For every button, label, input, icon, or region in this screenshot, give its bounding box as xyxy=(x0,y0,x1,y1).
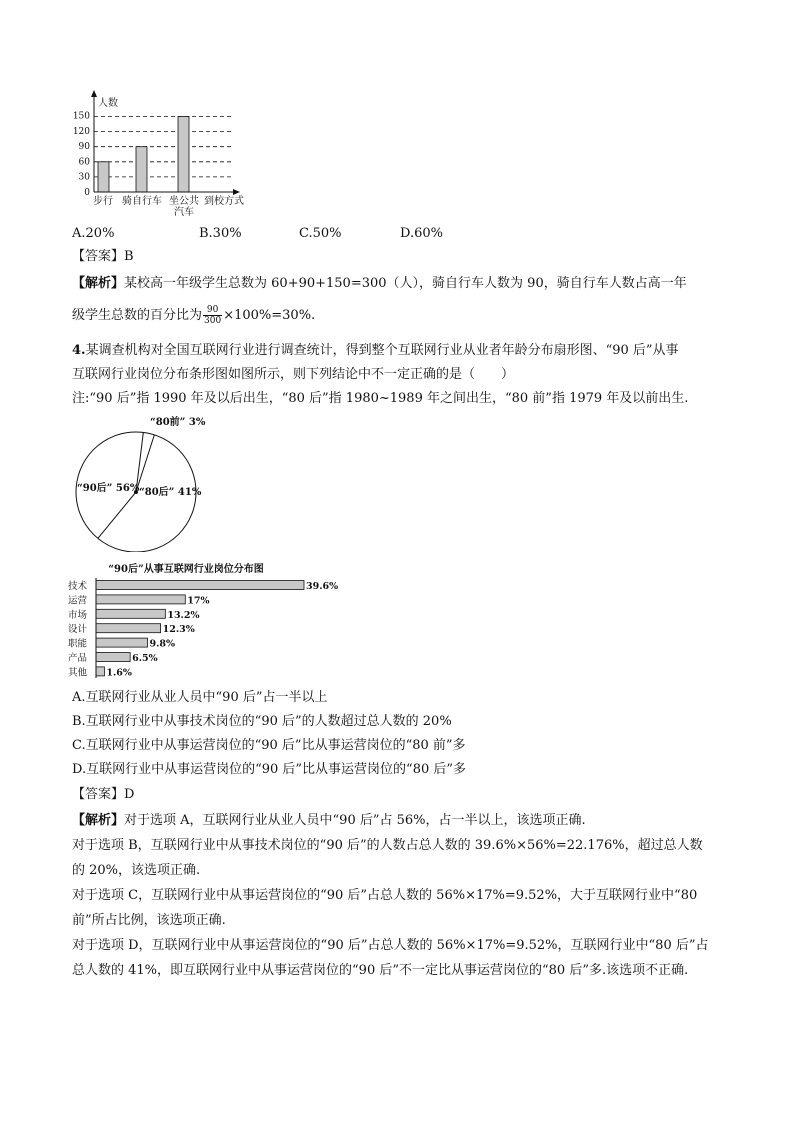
bar2-marks xyxy=(68,580,338,678)
bar2-value-label: 1.6% xyxy=(106,667,132,679)
q4-stem-line2: 互联网行业岗位分布条形图如图所示，则下列结论中不一定正确的是（ ） xyxy=(72,367,515,382)
q3-fraction-denominator: 300 xyxy=(204,316,222,326)
bar2-category-label: 运营 xyxy=(68,595,88,607)
bar2-value-label: 13.2% xyxy=(167,609,200,621)
c1-bar xyxy=(178,117,189,193)
age-pie-chart xyxy=(66,412,212,552)
pie-label-80after: “80后” 41% xyxy=(139,487,202,498)
q4-number: 4. xyxy=(72,343,86,358)
q4-analysis-line7: 总人数的 41%，即互联网行业中从事运营岗位的“90 后”不一定比从事运营岗位的“80 后”多.该选项不正确. xyxy=(72,963,689,978)
q4-stem-text1: 某调查机构对全国互联网行业进行调查统计，得到整个互联网行业从业者年龄分布扇形图、“90 后”从事 xyxy=(85,343,679,358)
bar2-category-label: 产品 xyxy=(68,653,88,664)
job-distribution-bar-chart xyxy=(66,560,366,682)
q4-option-d: D.互联网行业中从事运营岗位的“90 后”比从事运营岗位的“80 后”多 xyxy=(72,762,467,777)
c1-ytick-90: 90 xyxy=(78,142,90,153)
q4-option-b: B.互联网行业中从事技术岗位的“90 后”的人数超过总人数的 20% xyxy=(72,714,452,729)
bar2-bar xyxy=(96,581,304,590)
q4-answer-label: 【答案】 xyxy=(72,787,125,802)
q3-analysis-label: 【解析】 xyxy=(72,276,125,291)
q4-stem-line1 xyxy=(72,342,679,360)
bar2-bar xyxy=(96,595,185,604)
q4-option-c: C.互联网行业中从事运营岗位的“90 后”比从事运营岗位的“80 前”多 xyxy=(72,738,466,753)
q4-option-a: A.互联网行业从业人员中“90 后”占一半以上 xyxy=(72,690,328,705)
c1-bar xyxy=(136,147,147,192)
bar2-category-label: 职能 xyxy=(68,638,88,650)
q4-analysis-line1 xyxy=(72,812,586,830)
q4-analysis-line5: 前”所占比例，该选项正确. xyxy=(72,913,226,928)
q4-analysis-label: 【解析】 xyxy=(72,813,125,828)
c1-ytick-120: 120 xyxy=(72,126,90,137)
bar2-value-label: 12.3% xyxy=(162,624,195,636)
q3-analysis-text2-post: ×100%=30%. xyxy=(223,308,316,323)
c1-bar xyxy=(98,162,109,192)
q3-analysis-text2-pre: 级学生总数的百分比为 xyxy=(72,308,203,323)
bar2-value-label: 39.6% xyxy=(306,581,339,592)
q4-answer xyxy=(72,786,134,804)
bar2-category-label: 技术 xyxy=(68,581,88,592)
c1-cat-bike: 骑自行车 xyxy=(122,196,162,207)
c1-y-arrow xyxy=(91,90,97,97)
c1-xlabel: 到校方式 xyxy=(204,196,244,207)
c1-cat-bus-1: 坐公共 xyxy=(169,196,199,207)
c1-ytick-60: 60 xyxy=(78,157,90,168)
q3-choice-a: A.20% xyxy=(72,226,115,241)
q3-analysis-line2 xyxy=(72,303,315,329)
q4-answer-value: D xyxy=(124,787,135,802)
c1-x-arrow xyxy=(233,189,240,195)
q3-answer xyxy=(72,248,134,266)
bar2-value-label: 17% xyxy=(187,595,210,607)
c1-ytick-150: 150 xyxy=(72,111,90,122)
bar2-title: “90后”从事互联网行业岗位分布图 xyxy=(108,564,264,575)
q3-choice-b: B.30% xyxy=(199,226,242,241)
bar2-value-label: 9.8% xyxy=(149,638,176,650)
q4-analysis-line2: 对于选项 B，互联网行业中从事技术岗位的“90 后”的人数占总人数的 39.6%×56%=22.176%，超过总人数 xyxy=(72,838,703,853)
q3-choice-d: D.60% xyxy=(400,226,443,241)
bar2-value-label: 6.5% xyxy=(132,653,158,664)
q3-answer-label: 【答案】 xyxy=(72,249,125,264)
q3-analysis-line1 xyxy=(72,275,687,293)
bar2-category-label: 设计 xyxy=(68,624,88,636)
q4-analysis-line6: 对于选项 D，互联网行业中从事运营岗位的“90 后”占总人数的 56%×17%=9.52%，互联网行业中“80 后”占 xyxy=(72,938,709,953)
c1-cat-bus-2: 汽车 xyxy=(174,207,194,218)
q3-analysis-text1: 某校高一年级学生总数为 60+90+150=300（人），骑自行车人数为 90，骑自行车人数占高一年 xyxy=(124,276,687,291)
bar2-bar xyxy=(96,624,161,633)
bar2-bar xyxy=(96,609,165,618)
bar2-bar xyxy=(96,667,104,676)
commute-bar-chart xyxy=(60,88,270,218)
c1-origin-tick: 0 xyxy=(84,188,90,198)
q4-analysis-text1: 对于选项 A，互联网行业从业人员中“90 后”占 56%，占一半以上，该选项正确. xyxy=(124,813,586,828)
c1-ytick-30: 30 xyxy=(78,172,90,183)
bar2-category-label: 其他 xyxy=(68,667,88,679)
q3-fraction-numerator: 90 xyxy=(203,305,222,316)
c1-bars xyxy=(98,117,189,193)
pie-label-80before: “80前” 3% xyxy=(150,417,206,428)
bar2-bar xyxy=(96,653,130,662)
bar2-category-label: 市场 xyxy=(68,609,88,621)
q3-answer-value: B xyxy=(124,249,134,264)
q4-analysis-line3: 的 20%，该选项正确. xyxy=(72,863,201,878)
q4-analysis-line4: 对于选项 C，互联网行业中从事运营岗位的“90 后”占总人数的 56%×17%=9.52%，大于互联网行业中“80 xyxy=(72,888,698,903)
c1-ylabel: 人数 xyxy=(98,98,118,109)
pie-label-90after: “90后” 56% xyxy=(77,483,140,494)
q3-choice-c: C.50% xyxy=(299,226,342,241)
q4-note: 注:“90 后”指 1990 年及以后出生，“80 后”指 1980~1989 年之间出生，“80 前”指 1979 年及以前出生. xyxy=(72,391,689,406)
bar2-bar xyxy=(96,638,147,647)
c1-cat-walk: 步行 xyxy=(93,196,113,207)
c1-grid xyxy=(94,117,234,177)
pie-slice-boundary xyxy=(98,492,136,538)
q3-fraction xyxy=(203,305,222,326)
